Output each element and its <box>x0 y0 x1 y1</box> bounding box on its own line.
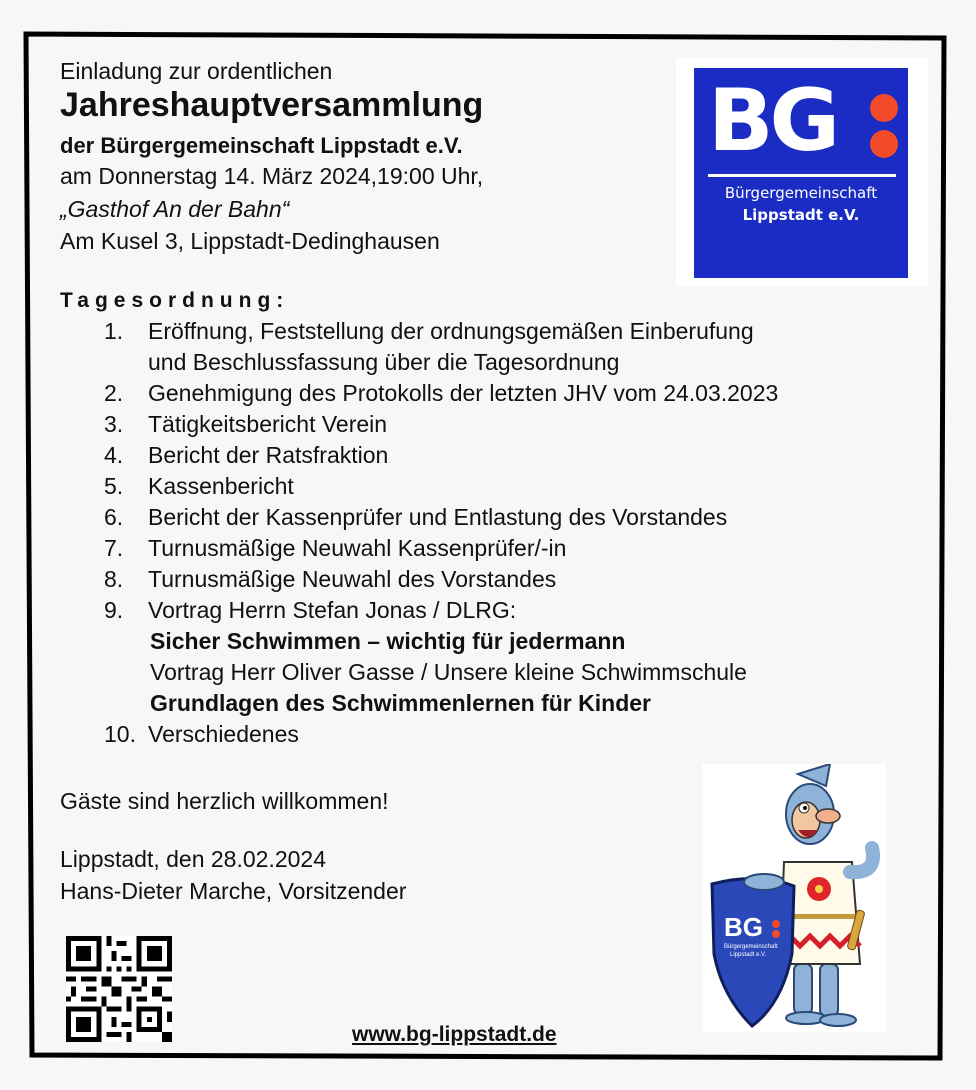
agenda-item-text: Kassenbericht <box>148 473 294 499</box>
talk-speaker-2: Vortrag Herr Oliver Gasse / Unsere kleine Schwimmschule <box>150 659 747 685</box>
agenda-item-text: und Beschlussfassung über die Tagesordnung <box>148 349 620 375</box>
logo-dot-icon <box>870 130 898 158</box>
logo-line-1: Bürgergemeinschaft <box>724 184 878 202</box>
agenda-item-number: 3. <box>104 411 124 437</box>
logo-divider <box>708 174 896 177</box>
agenda-item <box>60 475 940 506</box>
logo-line-2: Lippstadt e.V. <box>742 206 860 224</box>
association-name: der Bürgergemeinschaft Lippstadt e.V. <box>60 133 463 158</box>
welcome-note: Gäste sind herzlich willkommen! <box>60 788 389 814</box>
agenda-item <box>60 320 940 382</box>
agenda-item <box>60 382 940 413</box>
agenda-item-number: 1. <box>104 318 124 344</box>
agenda-item <box>60 444 940 475</box>
agenda-heading: Tagesordnung: <box>60 289 290 312</box>
talk-title-2: Grundlagen des Schwimmenlernen für Kinder <box>150 690 651 716</box>
svg-text:Lippstadt e.V.: Lippstadt e.V. <box>730 952 767 958</box>
agenda-item <box>60 723 940 754</box>
agenda-item-text: Eröffnung, Feststellung der ordnungsgemäßen Einberufung <box>148 318 754 344</box>
logo-dot-icon <box>870 94 898 122</box>
agenda-item-number: 5. <box>104 473 124 499</box>
bg-logo-letters: BG <box>708 71 837 171</box>
document-title: Jahreshauptversammlung <box>60 86 484 124</box>
agenda-item <box>60 599 940 723</box>
meeting-date-time: am Donnerstag 14. März 2024,19:00 Uhr, <box>60 163 484 189</box>
agenda-item-text: Vortrag Herrn Stefan Jonas / DLRG: <box>148 597 517 623</box>
agenda-item <box>60 568 940 599</box>
invitation-intro: Einladung zur ordentlichen <box>60 58 333 84</box>
talk-title-1: Sicher Schwimmen – wichtig für jedermann <box>150 628 626 654</box>
agenda-item-text: Genehmigung des Protokolls der letzten JHV vom 24.03.2023 <box>148 380 779 406</box>
svg-text:BG: BG <box>724 912 763 942</box>
qr-code[interactable] <box>66 936 172 1042</box>
agenda-item-text: Bericht der Ratsfraktion <box>148 442 389 468</box>
agenda-item-number: 6. <box>104 504 124 530</box>
agenda-item-number: 4. <box>104 442 124 468</box>
agenda-list <box>60 320 940 754</box>
bg-logo <box>676 58 928 286</box>
bg-logo-panel <box>694 68 908 278</box>
svg-text:Bürgergemeinschaft: Bürgergemeinschaft <box>724 944 778 950</box>
agenda-item-number: 8. <box>104 566 124 592</box>
agenda-item-text: Tätigkeitsbericht Verein <box>148 411 388 437</box>
agenda-item <box>60 506 940 537</box>
agenda-item-number: 7. <box>104 535 124 561</box>
agenda-item-number: 2. <box>104 380 124 406</box>
knight-mascot-illustration <box>702 764 886 1032</box>
website-link[interactable]: www.bg-lippstadt.de <box>352 1023 557 1046</box>
agenda-item-number: 9. <box>104 597 124 623</box>
agenda-item-text: Turnusmäßige Neuwahl des Vorstandes <box>148 566 557 592</box>
agenda-item <box>60 537 940 568</box>
agenda-item-text: Turnusmäßige Neuwahl Kassenprüfer/-in <box>148 535 567 561</box>
agenda-item-number: 10. <box>104 721 136 747</box>
agenda-item <box>60 413 940 444</box>
place-date: Lippstadt, den 28.02.2024 <box>60 846 327 872</box>
agenda-item-text: Verschiedenes <box>148 721 299 747</box>
signature: Hans-Dieter Marche, Vorsitzender <box>60 878 407 904</box>
meeting-address: Am Kusel 3, Lippstadt-Dedinghausen <box>60 228 440 254</box>
meeting-venue: „Gasthof An der Bahn“ <box>60 196 290 222</box>
agenda-item-text: Bericht der Kassenprüfer und Entlastung des Vorstandes <box>148 504 728 530</box>
